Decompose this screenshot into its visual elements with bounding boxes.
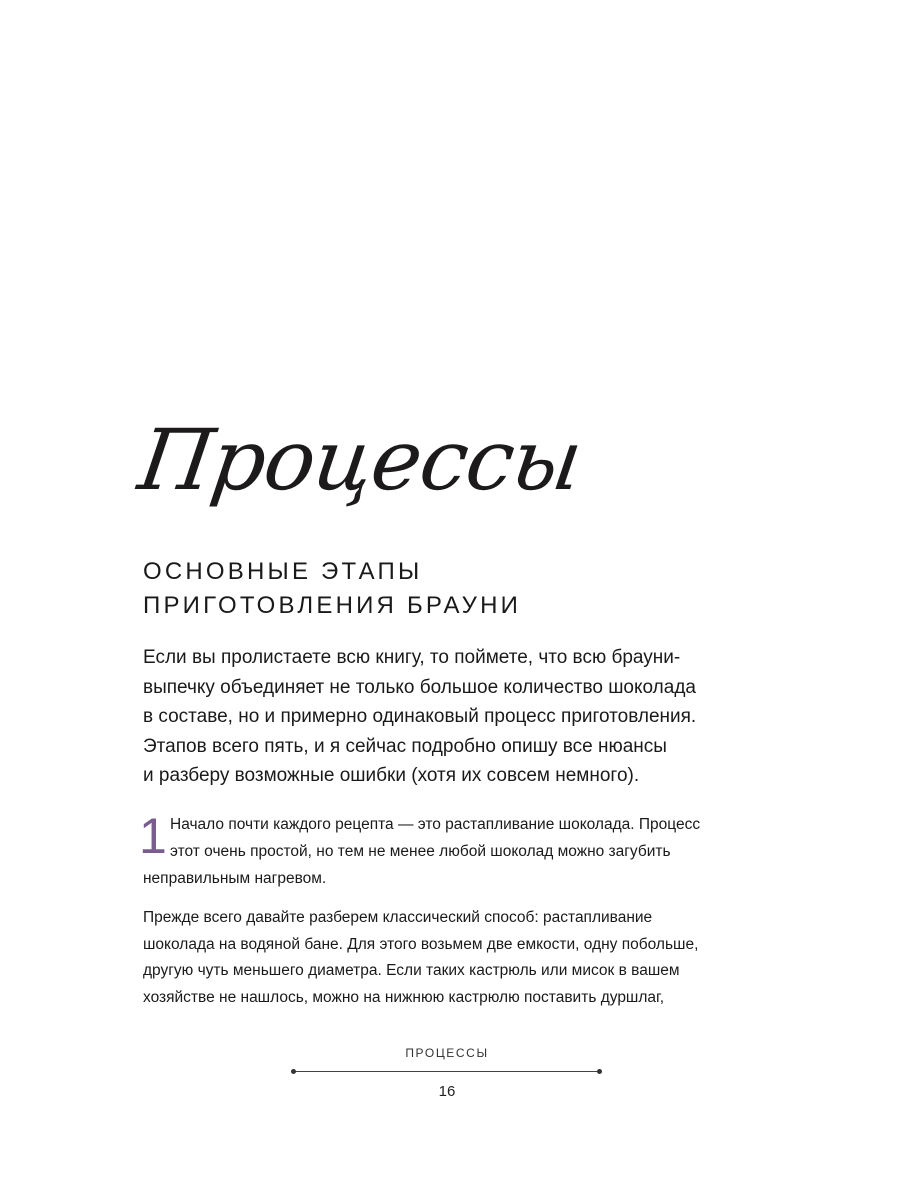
step-line: Начало почти каждого рецепта — это растапливание шоколада. Процесс — [170, 816, 701, 833]
chapter-subtitle — [143, 555, 521, 623]
body-line: шоколада на водяной бане. Для этого возьмем две емкости, одну побольше, — [143, 935, 699, 953]
body-line: другую чуть меньшего диаметра. Если таких кастрюль или мисок в вашем — [143, 962, 680, 979]
body-paragraph — [143, 905, 783, 1011]
body-line: Прежде всего давайте разберем классический способ: растапливание — [143, 909, 653, 926]
divider-dot-right — [597, 1069, 602, 1074]
running-title: ПРОЦЕССЫ — [405, 1046, 489, 1060]
step-number: 1 — [139, 808, 167, 864]
intro-line: и разберу возможные ошибки (хотя их совсем немного). — [143, 765, 640, 786]
page-number: 16 — [438, 1083, 456, 1100]
intro-line: в составе, но и примерно одинаковый процесс приготовления. — [143, 706, 697, 727]
subtitle-line: ПРИГОТОВЛЕНИЯ БРАУНИ — [143, 592, 522, 619]
step-line: этот очень простой, но тем не менее любой шоколад можно загубить — [170, 843, 671, 860]
intro-line: Этапов всего пять, и я сейчас подробно опишу все нюансы — [143, 735, 667, 757]
chapter-title: Процессы — [133, 411, 588, 509]
intro-paragraph — [143, 643, 783, 791]
divider-dot-left — [291, 1069, 296, 1074]
step-text — [143, 811, 783, 892]
body-line: хозяйстве не нашлось, можно на нижнюю кастрюлю поставить дуршлаг, — [143, 988, 665, 1006]
step-1-block — [139, 808, 783, 892]
intro-line: выпечку объединяет не только большое количество шоколада — [143, 676, 696, 698]
step-line: неправильным нагревом. — [143, 870, 327, 887]
footer-divider — [293, 1071, 601, 1072]
intro-line: Если вы пролистаете всю книгу, то поймете, что всю брауни- — [143, 647, 681, 668]
subtitle-line: ОСНОВНЫЕ ЭТАПЫ — [143, 558, 423, 585]
